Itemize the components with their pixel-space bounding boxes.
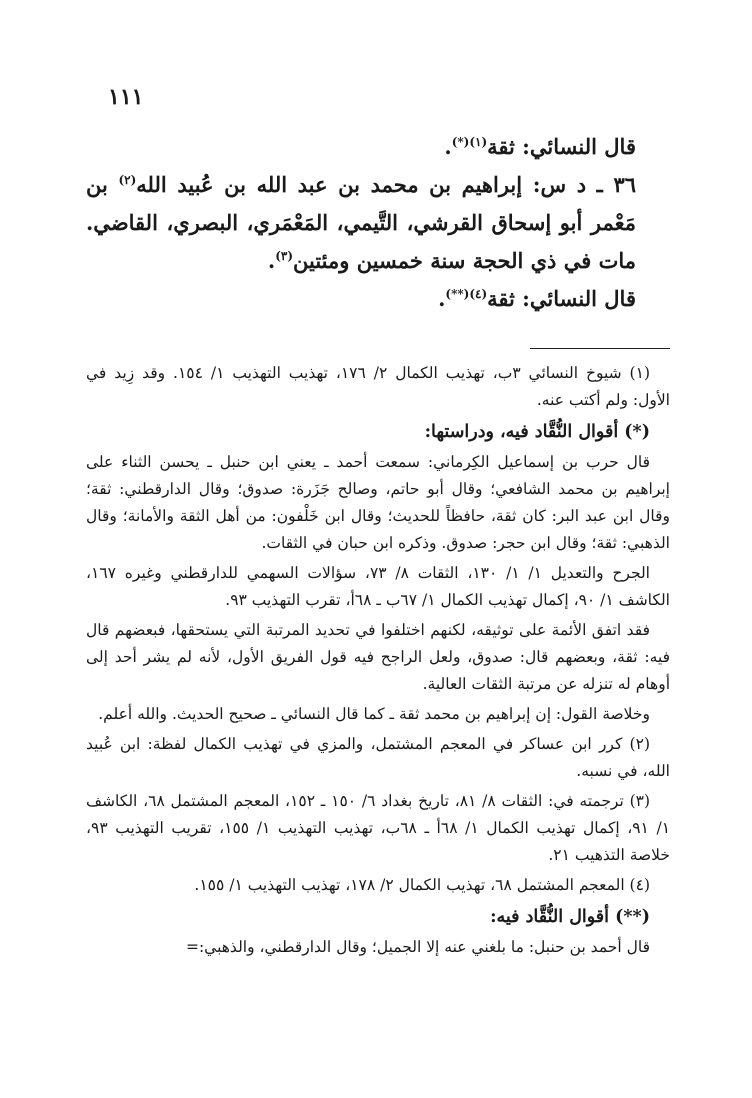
nasai-verdict-text: قال النسائي: ثقة — [487, 134, 636, 159]
footnote-marks: (١)(*) — [451, 135, 488, 149]
biography-entry — [86, 166, 670, 280]
critics-sources: الجرح والتعديل ١/ ١/ ١٣٠، الثقات ٨/ ٧٣، سؤالات السهمي للدارقطني وغيره ١٦٧، الكاشف ١/ ٩٠، إكمال تهذيب الكمال ١/ ٦٧ب ـ ٦٨أ، تقرب التهذيب ٩٣. — [86, 564, 670, 609]
line-end: . — [267, 248, 276, 273]
main-text — [86, 128, 670, 318]
footnote-2: (٢) كرر ابن عساكر في المعجم المشتمل، والمزي في تهذيب الكمال لفظة: ابن عُبيد الله، في نسبه. — [86, 735, 670, 780]
line-end: . — [444, 134, 452, 159]
page-number: ١١١ — [108, 84, 144, 110]
entry-details: بن مَعْمر أبو إسحاق القرشي، التَّيمي، المَعْمَري، البصري، القاضي. مات في ذي الحجة سنة خمسين ومئتين — [86, 172, 636, 273]
nasai-verdict-line — [86, 128, 670, 166]
critics-quotes: قال حرب بن إسماعيل الكِرماني: سمعت أحمد ـ يعني ابن حنبل ـ يحسن الثناء على إبراهيم بن محمد الشافعي؛ وقال أبو حاتم، وصالح جَزَرة: صدوق؛ وقال الدارقطني: ثقة؛ وقال ابن عبد البر: كان ثقة، حافظاً للحديث؛ وقال ابن خَلْفون: من أهل الثقة والأمانة؛ وقال الذهبي: ثقة؛ وقال ابن حجر: صدوق. وذكره ابن حبان في الثقات. — [86, 453, 670, 552]
nasai-verdict-line — [86, 280, 670, 318]
critics-conclusion: وخلاصة القول: إن إبراهيم بن محمد ثقة ـ كما قال النسائي ـ صحيح الحديث. والله أعلم. — [98, 705, 650, 723]
entry-name: ٣٦ ـ د س: إبراهيم بن محمد بن عبد الله بن عُبيد الله — [136, 172, 636, 197]
footnote-divider — [530, 348, 670, 349]
footnote-marks: (٤)(**) — [445, 287, 488, 301]
footnotes — [86, 360, 670, 964]
critics-heading: (*) أقوال النُّقَّاد فيه، ودراستها: — [424, 422, 650, 442]
critics-heading-2: (**) أقوال النُّقَّاد فيه: — [490, 907, 650, 927]
nasai-verdict-text: قال النسائي: ثقة — [487, 286, 636, 311]
footnote-mark: (٢) — [118, 173, 137, 187]
footnote-1: (١) شيوخ النسائي ٣ب، تهذيب الكمال ٢/ ١٧٦، تهذيب التهذيب ١/ ١٥٤. وقد زِيد في الأول: ولم أكتب عنه. — [86, 364, 670, 409]
footnote-4: (٤) المعجم المشتمل ٦٨، تهذيب الكمال ٢/ ١٧٨، تهذيب التهذيب ١/ ١٥٥. — [194, 876, 650, 894]
critics-quotes-2: قال أحمد بن حنبل: ما بلغني عنه إلا الجميل؛ وقال الدارقطني، والذهبي:= — [185, 938, 650, 956]
line-end: . — [438, 286, 446, 311]
critics-analysis: فقد اتفق الأئمة على توثيقه، لكنهم اختلفوا في تحديد المرتبة التي يستحقها، فبعضهم قال فيه: ثقة، وبعضهم قال: صدوق، ولعل الراجح فيه قول الفريق الأول، لأنه لم يشر أحد إلى أوهام له تنزله عن مرتبة الثقات العالية. — [86, 621, 670, 693]
footnote-3: (٣) ترجمته في: الثقات ٨/ ٨١، تاريخ بغداد ٦/ ١٥٠ ـ ١٥٢، المعجم المشتمل ٦٨، الكاشف ١/ ٩١، إكمال تهذيب الكمال ١/ ٦٨أ ـ ٦٨ب، تهذيب التهذيب ١/ ١٥٥، تقريب التهذيب ٩٣، خلاصة التذهيب ٢١. — [86, 792, 671, 864]
footnote-mark: (٣) — [275, 249, 294, 263]
